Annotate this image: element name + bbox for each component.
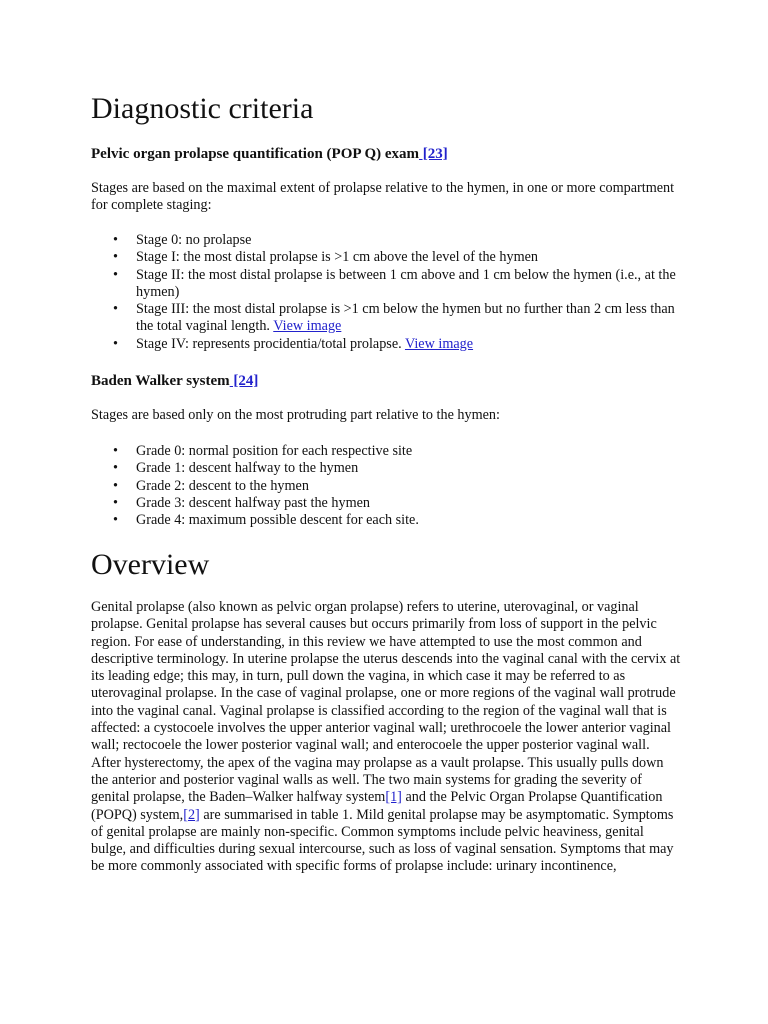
bullet-icon: • [113,460,118,477]
heading-popq-exam [91,145,681,163]
list-item-text: Stage IV: represents procidentia/total prolapse. [136,335,405,352]
baden-grade-list [91,443,681,529]
bullet-icon: • [113,301,118,318]
overview-text: and the Pelvic Organ Prolapse Quantification (POPQ) system, [91,789,663,823]
baden-intro: Stages are based only on the most protruding part relative to the hymen: [91,407,500,423]
view-image-link[interactable]: View image [404,335,474,352]
list-item-text: Grade 0: normal position for each respective site [136,443,413,459]
list-item-text: Stage I: the most distal prolapse is >1 cm above the level of the hymen [136,249,539,266]
baden-title: Baden Walker system [91,373,230,389]
bullet-icon: • [113,494,118,511]
overview-text: Genital prolapse (also known as pelvic organ prolapse) refers to uterine, uterovaginal, or vaginal prolapse. Genital prolapse has several causes but occurs primarily from loss of support in the pelvic region. For ease of understanding, in this review we have attempted to use the most common and descriptive terminology. In uterine prolapse the uterus descends into the vaginal canal with the cervix at its leading edge; this may, in turn, pull down the vagina, in which case it may be referred to as uterovaginal prolapse. In the case of vaginal prolapse, one or more regions of the vaginal wall protrude into the vaginal canal. Vaginal prolapse is classified according to the region of the vaginal wall that is affected: a cystocoele involves the upper anterior vaginal wall; urethrocoele the lower anterior vaginal wall; rectocoele the lower posterior vaginal wall; and enterocoele the upper posterior vaginal wall. After hysterectomy, the apex of the vagina may prolapse as a vault prolapse. This usually pulls down the anterior and posterior vaginal walls as well. The two main systems for grading the severity of genital prolapse, the Baden–Walker halfway system [91,599,681,806]
bullet-icon: • [113,443,118,459]
baden-reference-link[interactable]: [24] [229,373,259,389]
heading-diagnostic-criteria: Diagnostic criteria [91,92,314,125]
heading-overview: Overview [91,548,210,581]
list-item [91,267,681,302]
list-item [91,443,681,460]
bullet-icon: • [113,477,118,494]
bullet-icon: • [113,266,118,283]
heading-baden-walker [91,372,681,390]
list-item [91,478,681,495]
list-item [91,512,681,529]
list-item-text: Stage III: the most distal prolapse is >1 cm below the hymen but no further than 2 cm less than the total vaginal length. [136,301,675,335]
list-item [91,336,681,353]
popq-intro: Stages are based on the maximal extent of prolapse relative to the hymen, in one or more compartment for complete staging: [91,180,675,214]
list-item [91,495,681,512]
list-item [91,232,681,249]
list-item-text: Grade 1: descent halfway to the hymen [136,460,359,477]
bullet-icon: • [113,249,118,266]
bullet-icon: • [113,232,118,248]
bullet-icon: • [113,335,118,352]
list-item-text: Stage II: the most distal prolapse is between 1 cm above and 1 cm below the hymen (i.e., at the hymen) [136,266,676,300]
list-item-text: Grade 4: maximum possible descent for each site. [136,512,419,529]
reference-link-2[interactable]: [2] [183,806,200,823]
list-item [91,301,681,336]
list-item-text: Grade 3: descent halfway past the hymen [136,494,371,511]
view-image-link[interactable]: View image [273,318,342,335]
overview-text: are summarised in table 1. Mild genital prolapse may be asymptomatic. Symptoms of genital prolapse are mainly non-specific. Common symptoms include pelvic heaviness, genital bulge, and difficulties during sexual intercourse, such as loss of vaginal sensation. Symptoms that may be more commonly associated with specific forms of prolapse include: urinary incontinence, [91,806,674,875]
list-item [91,460,681,477]
list-item-text: Stage 0: no prolapse [136,232,252,248]
overview-paragraph [91,599,681,876]
popq-stage-list [91,232,681,353]
popq-title: Pelvic organ prolapse quantification (POP Q) exam [91,146,420,162]
list-item [91,249,681,266]
popq-reference-link[interactable]: [23] [419,146,448,162]
reference-link-1[interactable]: [1] [385,789,402,806]
bullet-icon: • [113,512,118,529]
list-item-text: Grade 2: descent to the hymen [136,477,309,494]
